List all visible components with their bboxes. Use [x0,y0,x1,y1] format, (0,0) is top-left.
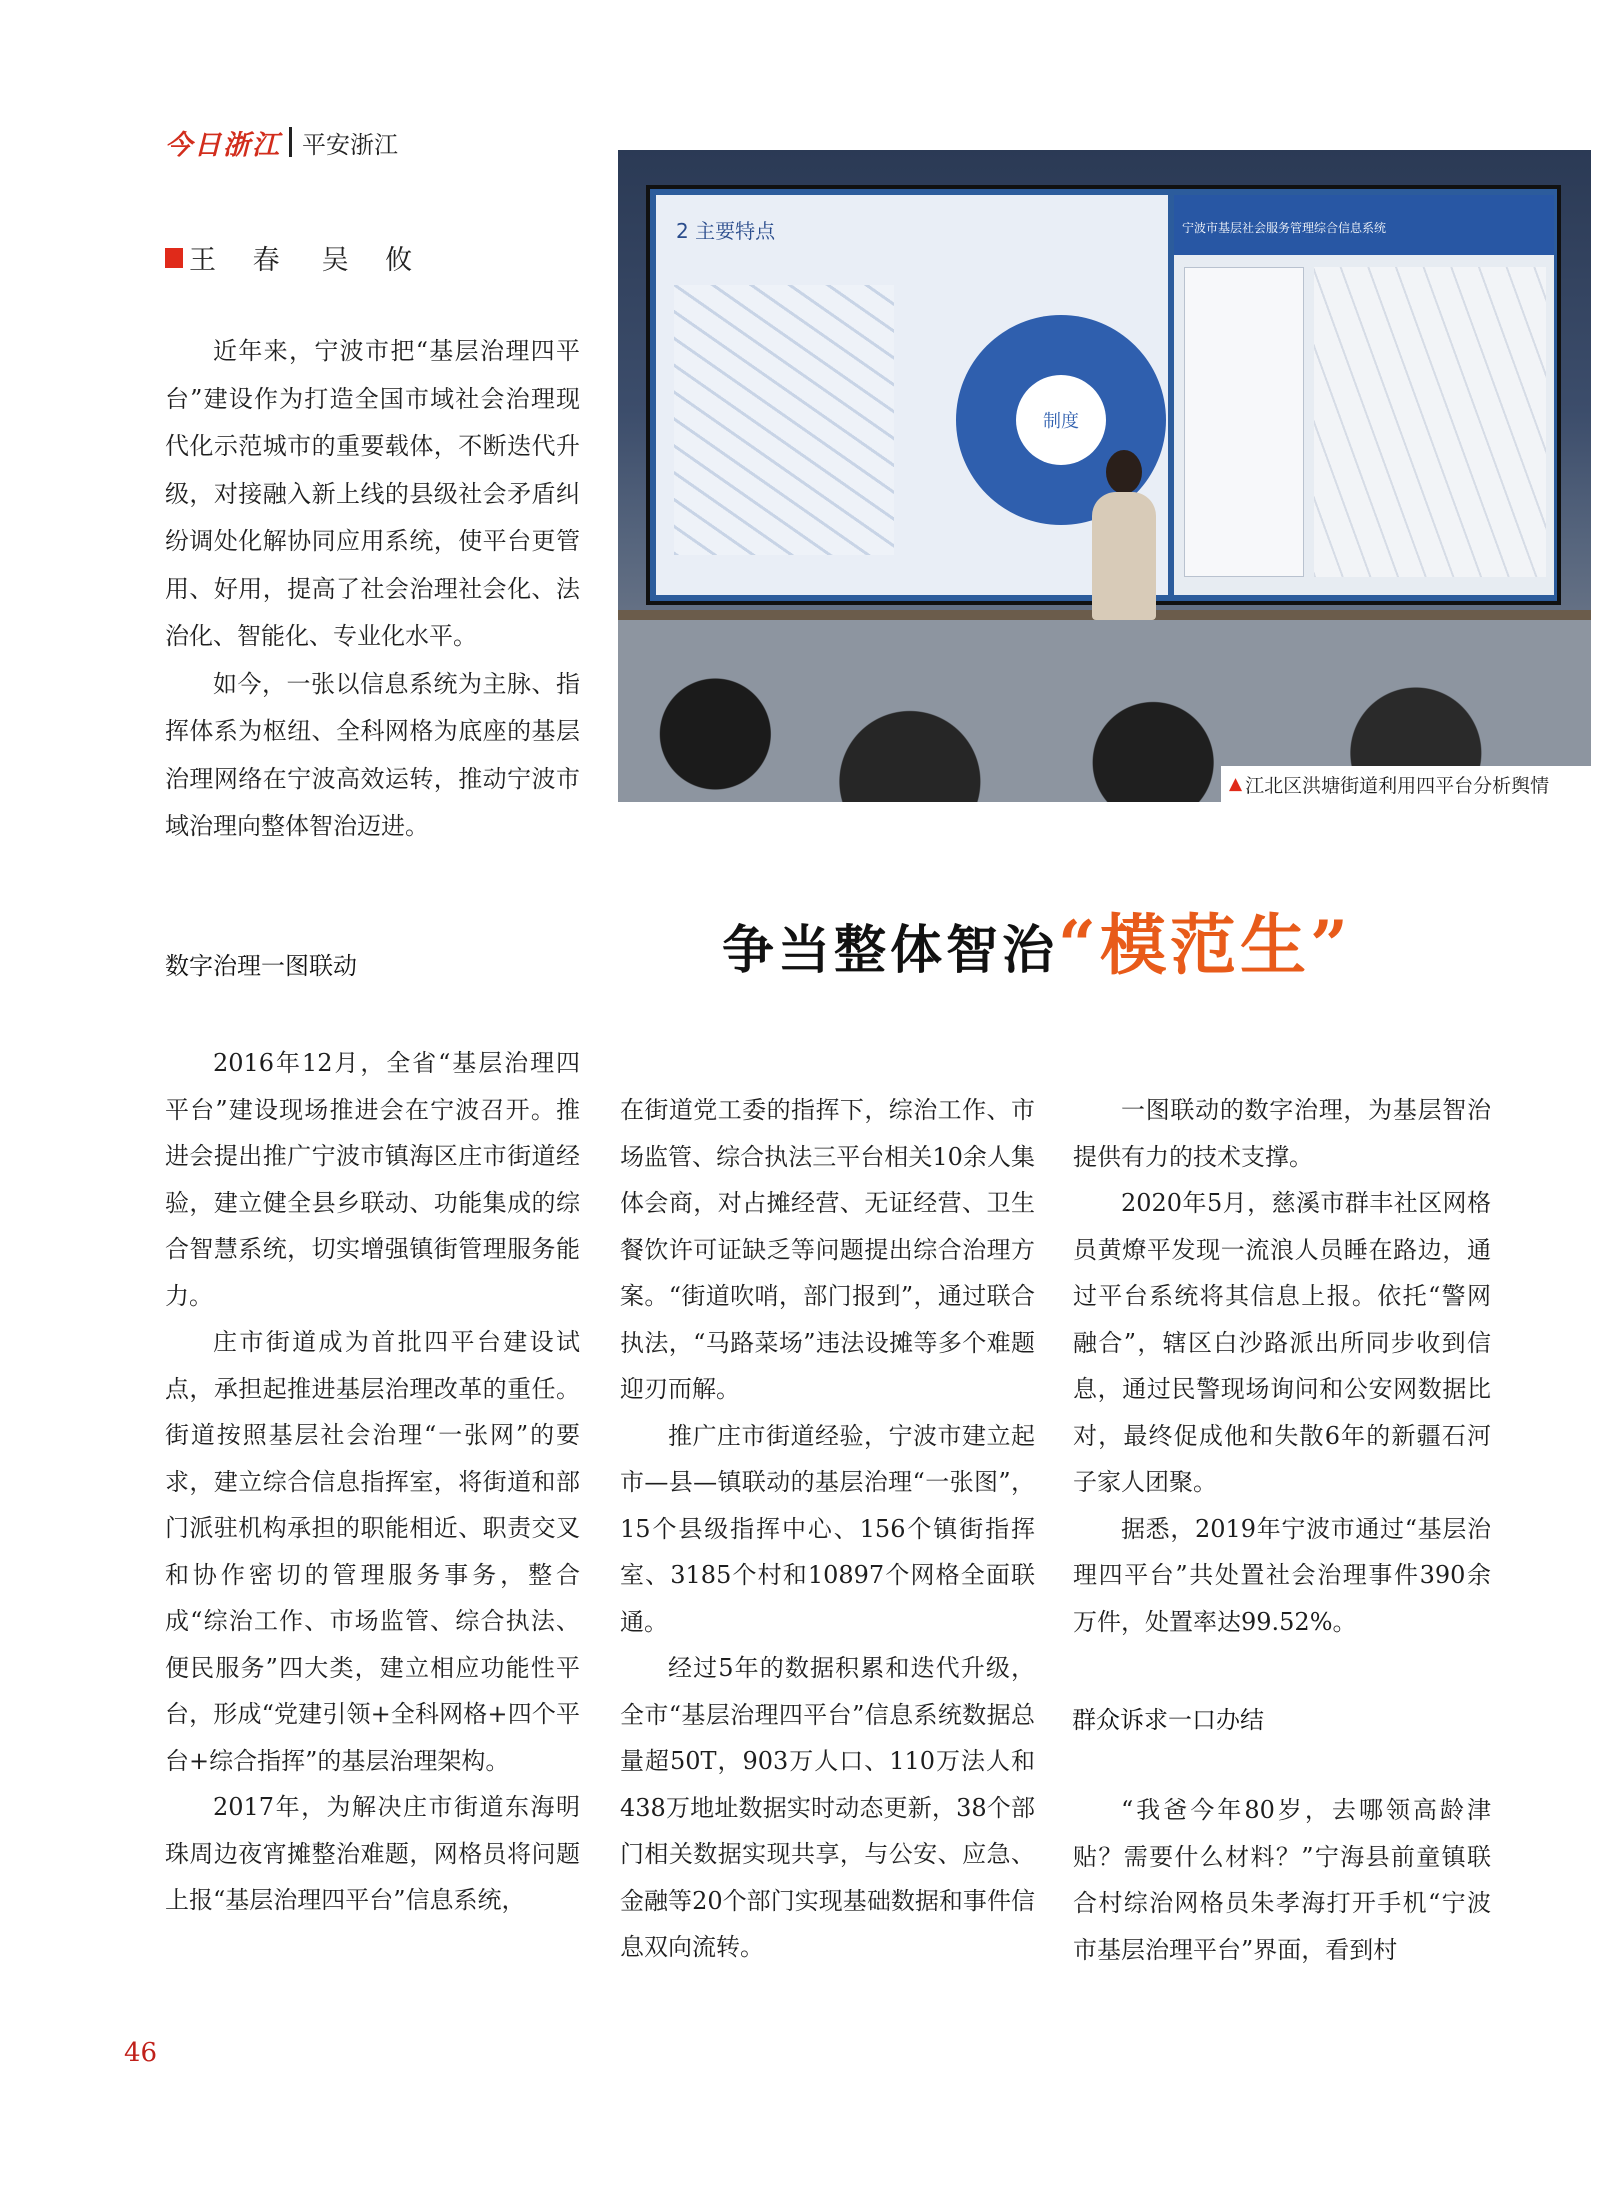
magazine-logo: 今日浙江 [165,129,281,161]
page-number: 46 [124,2038,158,2068]
photo-map-graphic [674,285,894,555]
byline-marker [165,248,183,268]
page-header [165,122,398,162]
paragraph: 经过5年的数据积累和迭代升级，全市“基层治理四平台”信息系统数据总量超50T，903万人口、110万法人和438万地址数据实时动态更新，38个部门相关数据实现共享，与公安、应急、金融等20个部门实现基础数据和事件信息双向流转。 [620,1654,1035,1961]
paragraph: 2016年12月，全省“基层治理四平台”建设现场推进会在宁波召开。推进会提出推广宁波市镇海区庄市街道经验，建立健全县乡联动、功能集成的综合智慧系统，切实增强镇街管理服务能力。 [165,1049,580,1310]
photo-screen-right [1174,195,1554,595]
paragraph: 2020年5月，慈溪市群丰社区网格员黄燎平发现一流浪人员睡在路边，通过平台系统将其信息上报。依托“警网融合”，辖区白沙路派出所同步收到信息，通过民警现场询问和公安网数据比对，最终促成他和失散6年的新疆石河子家人团聚。 [1073,1189,1491,1496]
photo-speaker-body [1092,492,1156,620]
header-divider [289,127,292,157]
paragraph: 2017年，为解决庄市街道东海明珠周边夜宵摊整治难题，网格员将问题上报“基层治理四平台”信息系统， [165,1793,580,1914]
photo-caption [1221,766,1591,802]
paragraph: 一图联动的数字治理，为基层智治提供有力的技术支撑。 [1073,1096,1491,1171]
byline [165,238,454,277]
author-name: 吴 攸 [321,245,427,276]
paragraph: 推广庄市街道经验，宁波市建立起市—县—镇联动的基层治理“一张图”，15个县级指挥中心、156个镇街指挥室、3185个村和10897个网格全面联通。 [620,1421,1035,1636]
paragraph: 如今，一张以信息系统为主脉、指挥体系为枢纽、全科网格为底座的基层治理网络在宁波高效运转，推动宁波市域治理向整体智治迈进。 [165,669,580,840]
text-column-3-lower [1073,1787,1491,1973]
text-column-1 [165,1040,580,1924]
photo-system-map [1314,267,1546,577]
paragraph: 庄市街道成为首批四平台建设试点，承担起推进基层治理改革的重任。街道按照基层社会治理“一张网”的要求，建立综合信息指挥室，将街道和部门派驻机构承担的职能相近、职责交叉和协作密切的管理服务事务，整合成“综治工作、市场监管、综合执法、便民服务”四大类，建立相应功能性平台，形成“党建引领+全科网格+四个平台+综合指挥”的基层治理架构。 [165,1328,580,1775]
photo-speaker-head [1106,450,1142,494]
headline-main: 争当整体智治 [722,920,1059,981]
section-subhead: 群众诉求一口办结 [1072,1706,1264,1734]
section-name: 平安浙江 [302,130,398,159]
section-subhead: 数字治理一图联动 [165,952,357,980]
photo-speaker [1088,450,1158,620]
photo-ring-center: 制度 [1016,375,1106,465]
photo-screen-title: 2 主要特点 [676,219,776,243]
author-name: 王 春 [189,245,294,276]
text-column-2 [620,1087,1035,1971]
text-column-3 [1073,1087,1491,1645]
article-photo [618,150,1591,802]
intro-text [165,328,580,851]
caption-text: 江北区洪塘街道利用四平台分析舆情 [1245,774,1550,797]
paragraph: 近年来，宁波市把“基层治理四平台”建设作为打造全国市域社会治理现代化示范城市的重要载体，不断迭代升级，对接融入新上线的县级社会矛盾纠纷调处化解协同应用系统，使平台更管用、好用，提高了社会治理社会化、法治化、智能化、专业化水平。 [165,337,580,650]
caption-triangle-icon: ▲ [1229,774,1243,794]
paragraph: 在街道党工委的指挥下，综治工作、市场监管、综合执法三平台相关10余人集体会商，对占摊经营、无证经营、卫生餐饮许可证缺乏等问题提出综合治理方案。“街道吹哨，部门报到”，通过联合执法，“马路菜场”违法设摊等多个难题迎刃而解。 [620,1096,1035,1403]
article-headline [722,892,1352,987]
photo-system-panel [1184,267,1304,577]
photo-system-header: 宁波市基层社会服务管理综合信息系统 [1174,195,1554,255]
paragraph: “我爸今年80岁，去哪领高龄津贴？需要什么材料？”宁海县前童镇联合村综治网格员朱孝海打开手机“宁波市基层治理平台”界面，看到村 [1073,1796,1491,1964]
paragraph: 据悉，2019年宁波市通过“基层治理四平台”共处置社会治理事件390余万件，处置率达99.52%。 [1073,1514,1491,1636]
headline-accent: “模范生” [1058,906,1352,984]
